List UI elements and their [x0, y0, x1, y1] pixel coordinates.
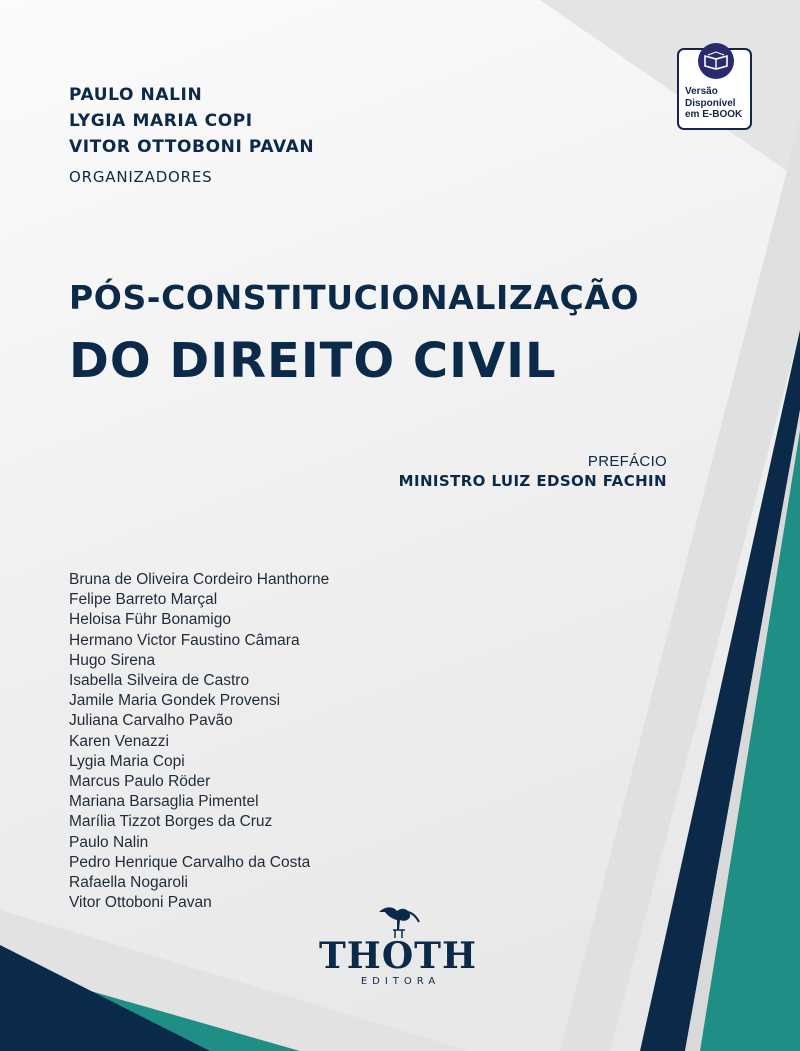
ebook-badge — [677, 48, 752, 130]
author-name: Bruna de Oliveira Cordeiro Hanthorne — [69, 571, 330, 588]
author-name: Karen Venazzi — [69, 732, 169, 750]
publisher-subtitle: EDITORA — [360, 976, 441, 987]
author-name: Mariana Barsaglia Pimentel — [69, 793, 259, 811]
preface-label: PREFÁCIO — [587, 453, 667, 470]
author-name: Heloisa Führ Bonamigo — [69, 611, 231, 629]
author-name: Lygia Maria Copi — [69, 752, 185, 770]
light-facet-top — [540, 0, 800, 180]
organizer-name: VITOR OTTOBONI PAVAN — [69, 137, 315, 157]
preface-author: MINISTRO LUIZ EDSON FACHIN — [398, 472, 667, 490]
author-name: Felipe Barreto Marçal — [69, 591, 218, 609]
organizer-name: PAULO NALIN — [69, 85, 203, 105]
author-name: Marcus Paulo Röder — [69, 773, 211, 791]
organizers-block — [69, 82, 314, 186]
author-name: Isabella Silveira de Castro — [69, 672, 250, 690]
author-name: Hugo Sirena — [69, 651, 156, 669]
author-name: Vitor Ottoboni Pavan — [69, 894, 212, 912]
ebook-line-1: Versão — [685, 86, 718, 97]
book-title-line-2: DO DIREITO CIVIL — [69, 333, 557, 389]
author-name: Marília Tizzot Borges da Cruz — [69, 813, 273, 831]
preface-block — [399, 453, 667, 490]
open-book-icon — [697, 42, 735, 80]
publisher-name: THOTH — [319, 935, 477, 977]
organizer-name: LYGIA MARIA COPI — [69, 111, 253, 131]
ebook-line-2: Disponível — [685, 97, 736, 109]
authors-list — [69, 570, 329, 913]
author-name: Paulo Nalin — [69, 833, 149, 851]
ebook-badge-text — [685, 86, 751, 121]
organizers-label: ORGANIZADORES — [69, 168, 213, 186]
book-title-line-1: PÓS-CONSTITUCIONALIZAÇÃO — [69, 278, 640, 317]
author-name: Rafaella Nogaroli — [69, 874, 188, 892]
author-name: Hermano Victor Faustino Câmara — [69, 631, 300, 649]
publisher-logo — [318, 904, 478, 987]
ebook-line-3: em E-BOOK — [685, 109, 743, 120]
author-name: Juliana Carvalho Pavão — [69, 712, 233, 730]
author-name: Pedro Henrique Carvalho da Costa — [69, 853, 311, 871]
author-name: Jamile Maria Gondek Provensi — [69, 692, 281, 710]
